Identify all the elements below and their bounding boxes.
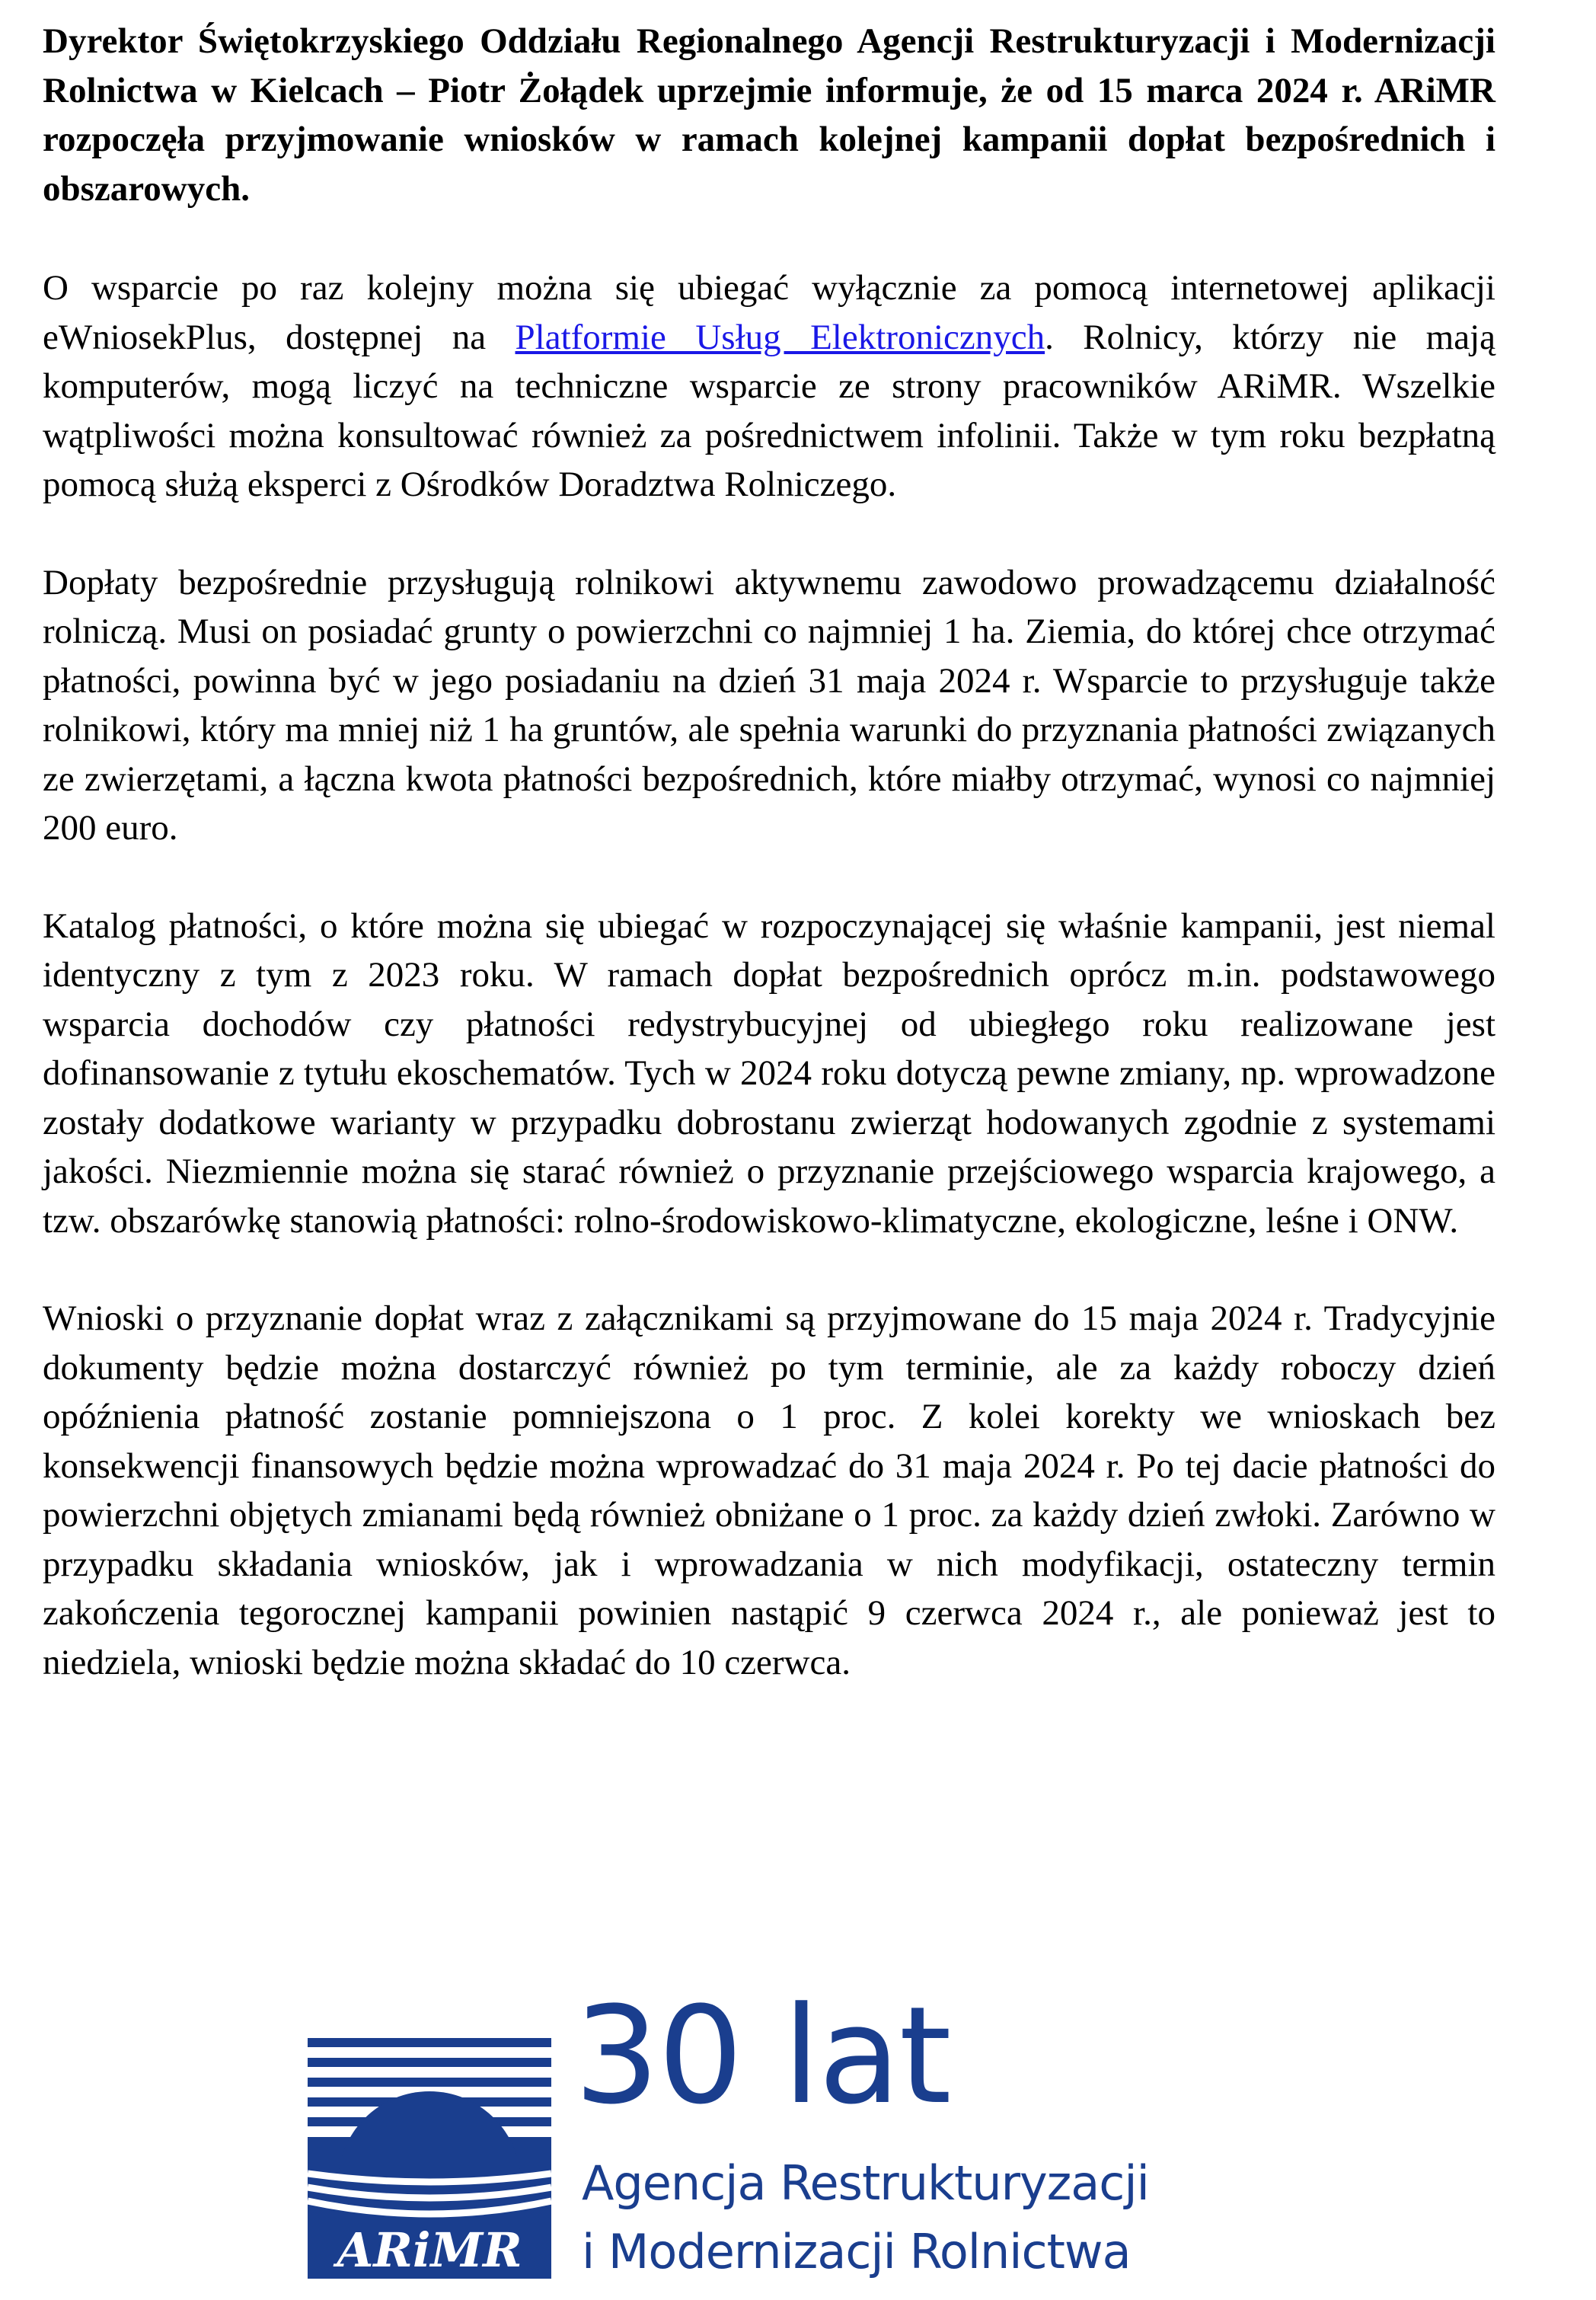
arimr-emblem-icon bbox=[308, 2038, 551, 2279]
paragraph-application-text-end: . Rolnicy, którzy nie mają komputerów, mogą liczyć na techniczne wsparcie ze strony pracowników ARiMR. Wszelkie wątpliwości można konsultować również za pośrednictwem infolinii. Także w tym roku bezpłatną pomocą służą eksperci z Ośrodków Doradztwa Rolniczego. bbox=[43, 317, 1495, 504]
paragraph-eligibility: Dopłaty bezpośrednie przysługują rolnikowi aktywnemu zawodowo prowadzącemu działalność rolniczą. Musi on posiadać grunty o powierzchni co najmniej 1 ha. Ziemia, do której chce otrzymać płatności, powinna być w jego posiadaniu na dzień 31 maja 2024 r. Wsparcie to przysługuje także rolnikowi, który ma mniej niż 1 ha gruntów, ale spełnia warunki do przyznania płatności związanych ze zwierzętami, a łączna kwota płatności bezpośrednich, które miałby otrzymać, wynosi co najmniej 200 euro. bbox=[43, 562, 1495, 848]
paragraph-deadlines: Wnioski o przyznanie dopłat wraz z załącznikami są przyjmowane do 15 maja 2024 r. Tradycyjnie dokumenty będzie można dostarczyć również po tym terminie, ale za każdy roboczy dzień opóźnienia płatność zostanie pomniejszona o 1 proc. Z kolei korekty we wnioskach bez konsekwencji finansowych będzie można wprowadzać do 31 maja 2024 r. Po tej dacie płatności do powierzchni objętych zmianami będą również obniżane o 1 proc. za każdy dzień zwłoki. Zarówno w przypadku składania wniosków, jak i wprowadzania w nich modyfikacji, ostateczny termin zakończenia tegorocznej kampanii powinien nastąpić 9 czerwca 2024 r., ale ponieważ jest to niedziela, wnioski będzie można składać do 10 czerwca. bbox=[43, 1299, 1495, 1682]
paragraph-payment-catalog: Katalog płatności, o które można się ubiegać w rozpoczynającej się właśnie kampanii, jest niemal identyczny z tym z 2023 roku. W ramach dopłat bezpośrednich oprócz m.in. podstawowego wsparcia dochodów czy płatności redystrybucyjnej od ubiegłego roku realizowane jest dofinansowanie z tytułu ekoschematów. Tych w 2024 roku dotyczą pewne zmiany, np. wprowadzone zostały dodatkowe warianty w przypadku dobrostanu zwierząt hodowanych zgodnie z systemami jakości. Niezmiennie można się starać również o przyznanie przejściowego wsparcia krajowego, a tzw. obszarówkę stanowią płatności: rolno-środowiskowo-klimatyczne, ekologiczne, leśne i ONW. bbox=[43, 906, 1495, 1241]
emblem-label: ARiMR bbox=[337, 2222, 522, 2278]
lead-paragraph: Dyrektor Świętokrzyskiego Oddziału Regionalnego Agencji Restrukturyzacji i Modernizacji Rolnictwa w Kielcach – Piotr Żołądek uprzejmie informuje, że od 15 marca 2024 r. ARiMR rozpoczęła przyjmowanie wniosków w ramach kolejnej kampanii dopłat bezpośrednich i obszarowych. bbox=[43, 21, 1495, 209]
arimr-30-years-logo bbox=[308, 1978, 1160, 2300]
paragraph-application bbox=[43, 264, 1495, 510]
logo-anniversary-text: 30 lat bbox=[574, 1978, 950, 2134]
logo-agency-name-line1: Agencja Restrukturyzacji bbox=[582, 2155, 1149, 2211]
platform-link[interactable]: Platformie Usług Elektronicznych bbox=[515, 317, 1045, 357]
paragraph-application-text-start: O wsparcie po raz kolejny można się ubiegać wyłącznie za pomocą internetowej aplikacji eWniosekPlus, dostępnej na bbox=[43, 268, 1495, 357]
logo-agency-name-line2: i Modernizacji Rolnictwa bbox=[582, 2224, 1131, 2279]
document-body bbox=[43, 17, 1495, 1736]
